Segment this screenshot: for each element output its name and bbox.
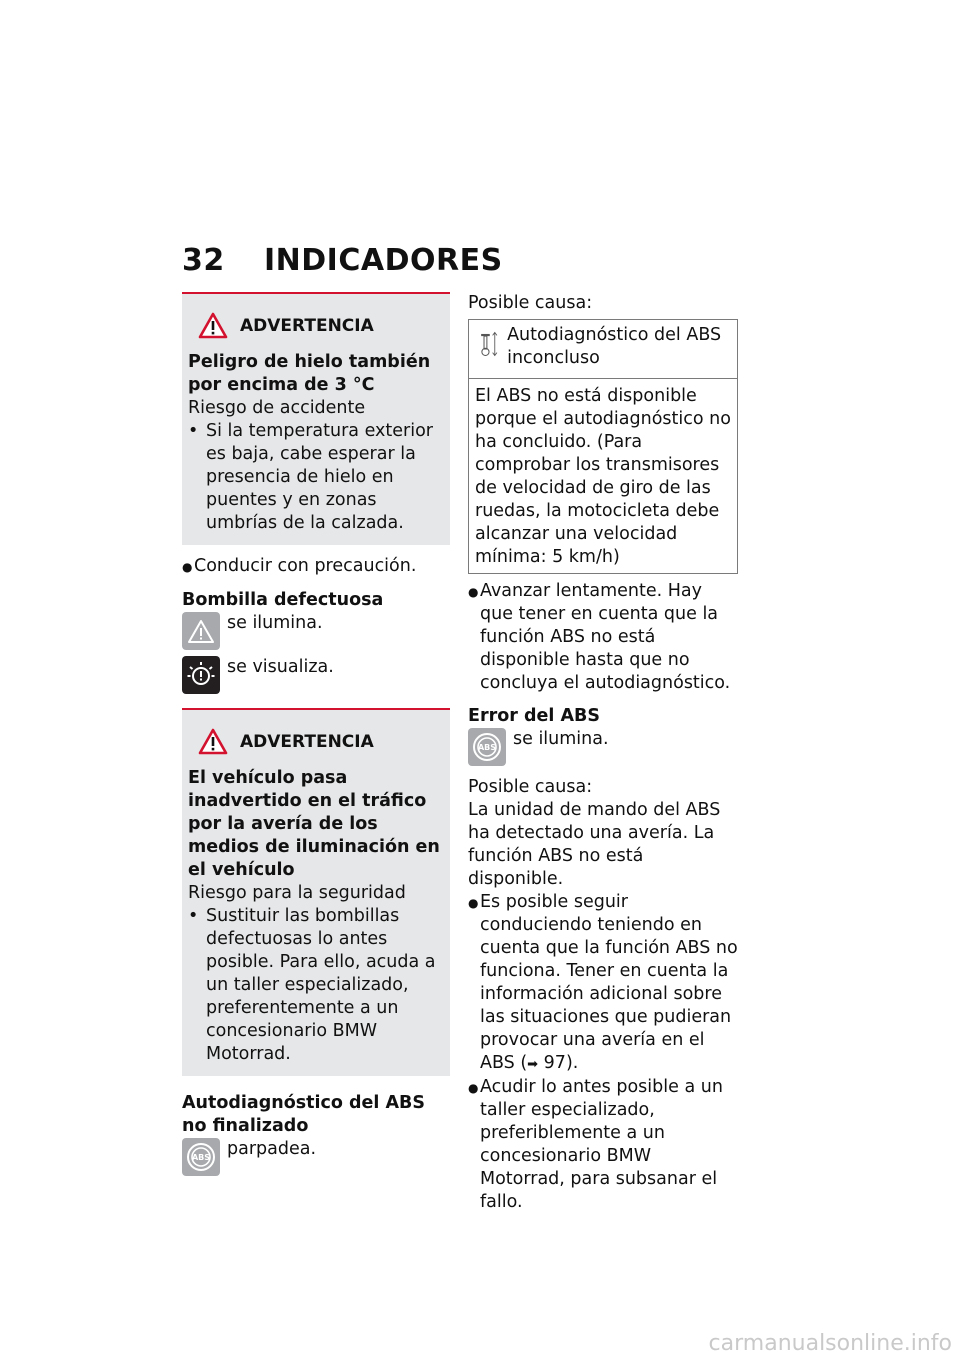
warning-label: ADVERTENCIA <box>240 731 374 752</box>
abs-lamp-icon <box>468 728 506 766</box>
action-item <box>182 555 450 579</box>
abs-diag-title: Autodiagnóstico del ABS no finalizado <box>182 1093 425 1136</box>
page-number: 32 <box>182 243 225 278</box>
general-warning-lamp-icon <box>182 612 220 650</box>
abs-blink-text: parpadea. <box>227 1139 317 1159</box>
warning-risk: Riesgo de accidente <box>188 398 366 418</box>
bulb-shown-row <box>182 656 450 694</box>
bulb-lit-text: se ilumina. <box>227 613 323 633</box>
bulb-shown-text: se visualiza. <box>227 657 334 677</box>
watermark: carmanualsonline.info <box>708 1331 952 1356</box>
action-item <box>468 1076 738 1214</box>
bullet-dot: ● <box>182 560 193 574</box>
abs-icon-label: ABS <box>477 743 497 752</box>
table-body-text: El ABS no está disponible porque el autodiagnóstico no ha concluido. (Para comprobar los transmisores de velocidad de giro de las ruedas, la motocicleta debe alcanzar una velocidad mínima: 5 km/h) <box>475 386 731 567</box>
abs-lamp-icon <box>182 1138 220 1176</box>
warning-triangle-icon <box>198 728 228 755</box>
right-column <box>468 292 738 1214</box>
action-item <box>468 580 738 695</box>
abs-icon-label: ABS <box>191 1153 211 1162</box>
action-item <box>468 891 738 1076</box>
page-header <box>182 243 503 278</box>
warning-heading: Peligro de hielo también por encima de 3 °C <box>188 352 431 395</box>
warning-title-row <box>188 728 444 755</box>
action-text: Avanzar lentamente. Hay que tener en cuenta que la función ABS no está disponible hasta que no concluya el autodiagnóstico. <box>480 581 731 693</box>
section-title: INDICADORES <box>264 243 503 278</box>
abs-diag-table <box>468 319 738 574</box>
bulb-defect-title: Bombilla defectuosa <box>182 590 384 610</box>
warning-bullet-text: Si la temperatura exterior es baja, cabe esperar la presencia de hielo en puentes y en zonas umbrías de la calzada. <box>206 421 433 533</box>
lamp-fault-icon <box>185 659 217 691</box>
warning-label: ADVERTENCIA <box>240 315 374 336</box>
bullet-dot: ● <box>468 1081 479 1095</box>
action-text: Acudir lo antes posible a un taller especializado, preferiblemente a un concesionario BMW Motorrad, para subsanar el fallo. <box>480 1077 723 1212</box>
page-ref-link[interactable]: 97 <box>543 1053 566 1073</box>
table-header <box>469 320 737 379</box>
action-text-main: Es posible seguir conduciendo teniendo en cuenta que la función ABS no funciona. Tener en cuenta la información adicional sobre las situaciones que pudieran provocar una avería en el ABS <box>480 892 738 1073</box>
bulb-lit-row <box>182 612 450 650</box>
warning-bullet-text: Sustituir las bombillas defectuosas lo antes posible. Para ello, acuda a un taller especializado, preferentemente a un concesionario BMW Motorrad. <box>206 906 436 1064</box>
bullet-mark: • <box>188 906 199 926</box>
bullet-dot: ● <box>468 896 479 910</box>
table-header-text: Autodiagnóstico del ABS inconcluso <box>507 325 722 368</box>
warning-bullet <box>188 905 444 1066</box>
abs-error-row <box>468 728 738 766</box>
action-text: Conducir con precaución. <box>194 556 417 576</box>
abs-icon <box>471 731 503 763</box>
cause-label: Posible causa: <box>468 293 593 313</box>
abs-error-lit-text: se ilumina. <box>513 729 609 749</box>
warning-box-ice <box>182 292 450 545</box>
warning-triangle-icon <box>198 312 228 339</box>
bullet-mark: • <box>188 421 199 441</box>
left-column <box>182 292 450 1176</box>
diagnosis-gauge-icon <box>479 324 499 364</box>
cause-text: La unidad de mando del ABS ha detectado una avería. La función ABS no está disponible. <box>468 800 721 889</box>
warning-title-row <box>188 312 444 339</box>
bullet-dot: ● <box>468 585 479 599</box>
action-text: Es posible seguir conduciendo teniendo en cuenta que la función ABS no funciona. Tener en cuenta la información adicional sobre las situaciones que pudieran provocar una avería en el ABS (➡ 97). <box>480 892 738 1073</box>
page-ref-arrow-icon: ➡ <box>527 1057 539 1072</box>
warning-risk: Riesgo para la seguridad <box>188 883 406 903</box>
abs-blink-row <box>182 1138 450 1176</box>
warning-bullet <box>188 420 444 535</box>
warning-heading: El vehículo pasa inadvertido en el tráfico por la avería de los medios de iluminación en el vehículo <box>188 768 440 880</box>
cause-label: Posible causa: <box>468 777 593 797</box>
abs-icon <box>185 1141 217 1173</box>
warning-triangle-outline-icon <box>186 618 216 645</box>
warning-box-lighting <box>182 708 450 1076</box>
abs-error-title: Error del ABS <box>468 706 600 726</box>
bulb-defect-icon <box>182 656 220 694</box>
action-text-end: ). <box>565 1053 579 1073</box>
